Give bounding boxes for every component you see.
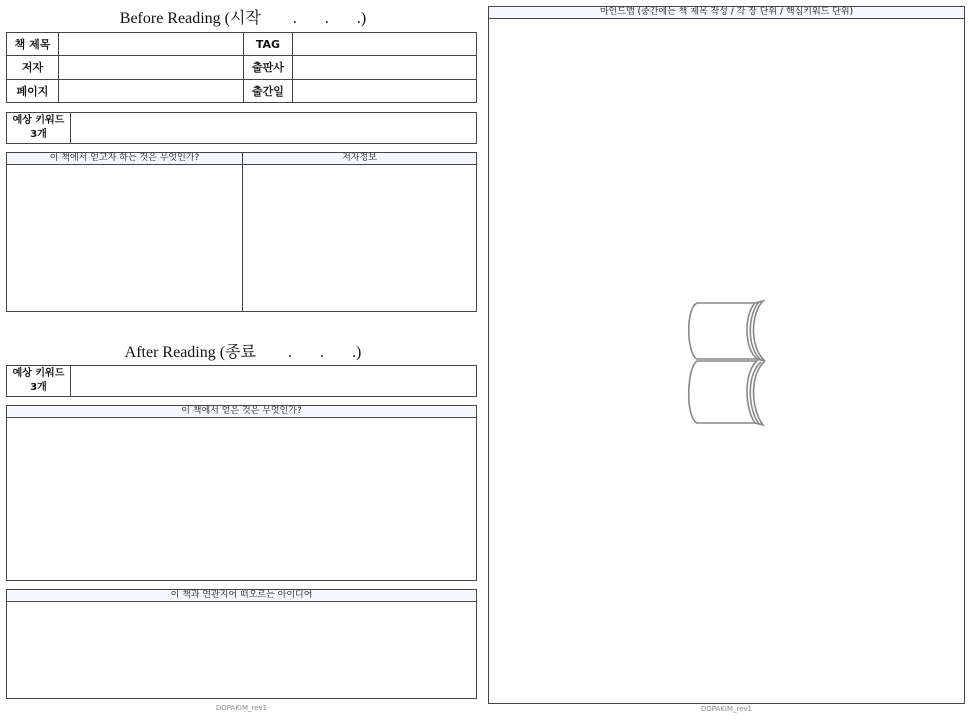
author-label: 저자 bbox=[7, 56, 59, 79]
goal-section bbox=[7, 153, 243, 311]
mindmap-header: 마인드맵 (중간에는 책 제목 작성 / 각 장 단위 / 핵심키워드 단위) bbox=[489, 7, 964, 19]
publisher-label: 출판사 bbox=[244, 56, 293, 79]
book-title-label: 책 제목 bbox=[7, 33, 59, 56]
pages-field[interactable] bbox=[59, 79, 244, 102]
ideas-field[interactable] bbox=[7, 602, 476, 698]
footer-right: DOPAKIM_rev1 bbox=[700, 705, 753, 713]
goal-author-panel bbox=[6, 152, 477, 312]
book-info-table bbox=[6, 32, 477, 103]
gained-field[interactable] bbox=[7, 418, 476, 580]
author-info-section bbox=[243, 153, 476, 311]
book-title-field[interactable] bbox=[59, 33, 244, 56]
author-info-field[interactable] bbox=[243, 165, 476, 311]
before-reading-title: Before Reading (시작 . . .) bbox=[119, 10, 367, 27]
after-reading-title: After Reading (종료 . . .) bbox=[124, 344, 362, 361]
ideas-section bbox=[6, 589, 477, 699]
publisher-field[interactable] bbox=[293, 56, 477, 79]
open-book-icon bbox=[685, 299, 775, 429]
after-keywords-field[interactable] bbox=[71, 366, 476, 396]
expected-keywords-row bbox=[6, 112, 477, 144]
author-field[interactable] bbox=[59, 56, 244, 79]
tag-field[interactable] bbox=[293, 33, 477, 56]
gained-section bbox=[6, 405, 477, 581]
expected-keywords-field[interactable] bbox=[71, 113, 476, 143]
goal-field[interactable] bbox=[7, 165, 242, 311]
tag-label: TAG bbox=[244, 33, 293, 56]
pages-label: 페이지 bbox=[7, 79, 59, 102]
expected-keywords-label: 예상 키워드 3개 bbox=[7, 113, 71, 143]
pub-date-label: 출간일 bbox=[244, 79, 293, 102]
mindmap-panel bbox=[488, 6, 965, 704]
pub-date-field[interactable] bbox=[293, 79, 477, 102]
mindmap-canvas[interactable] bbox=[489, 19, 964, 703]
ideas-header: 이 책과 연관지어 떠오르는 아이디어 bbox=[7, 590, 476, 602]
footer-left: DOPAKIM_rev1 bbox=[215, 704, 268, 712]
gained-header: 이 책에서 얻은 것은 무엇인가? bbox=[7, 406, 476, 418]
goal-header: 이 책에서 얻고자 하는 것은 무엇인가? bbox=[7, 153, 242, 165]
after-keywords-row bbox=[6, 365, 477, 397]
author-info-header: 저자정보 bbox=[243, 153, 476, 165]
after-keywords-label: 예상 키워드 3개 bbox=[7, 366, 71, 396]
